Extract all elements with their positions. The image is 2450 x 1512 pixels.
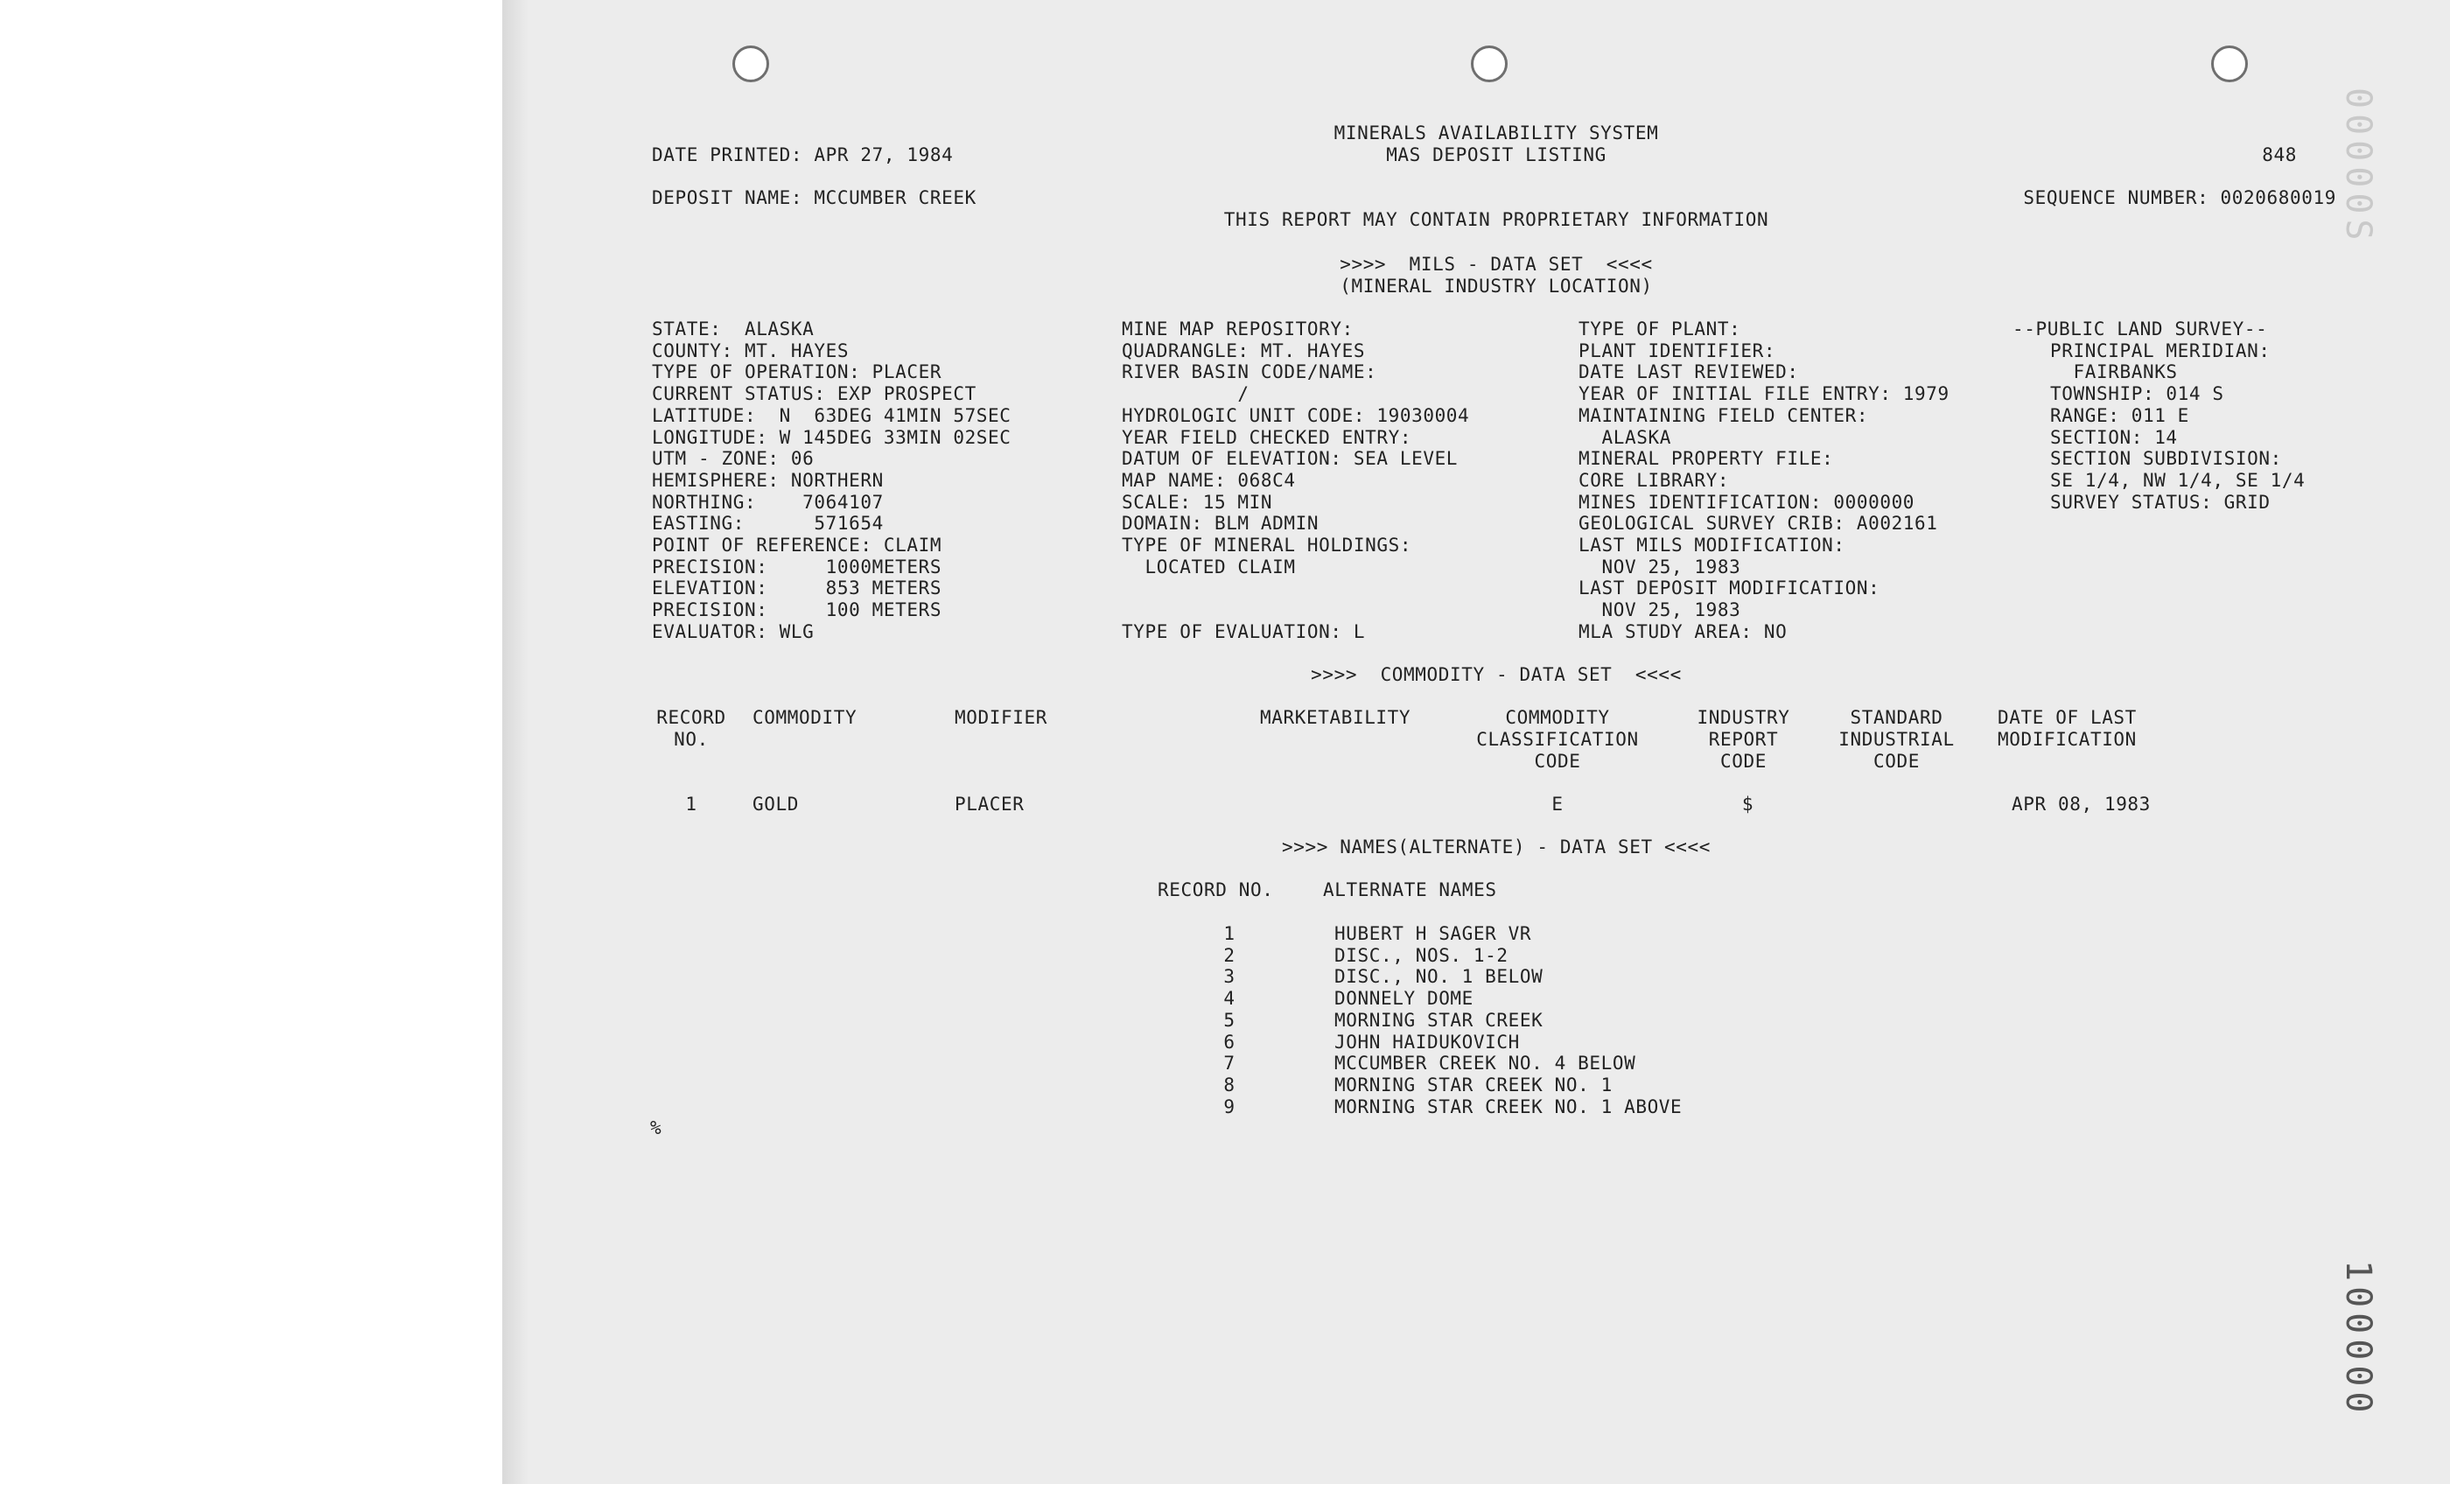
commodity-record-no: 1 <box>685 794 697 815</box>
col-header-record-no: NO. <box>674 729 709 750</box>
punch-hole-left <box>732 46 769 82</box>
mils-location-line: TYPE OF OPERATION: PLACER <box>652 361 942 383</box>
mils-subheading: (MINERAL INDUSTRY LOCATION) <box>1340 276 1653 297</box>
mils-record-line: LAST MILS MODIFICATION: <box>1578 535 1845 556</box>
mils-location-line: UTM - ZONE: 06 <box>652 448 815 470</box>
commodity-industry-code: $ <box>1741 794 1754 815</box>
names-col-alternate-names: ALTERNATE NAMES <box>1323 879 1497 900</box>
mils-location-line: COUNTY: MT. HAYES <box>652 340 850 361</box>
mils-record-line: NOV 25, 1983 <box>1578 599 1741 621</box>
mils-record-line: TYPE OF PLANT: <box>1578 318 1741 340</box>
mils-location-line: ELEVATION: 853 METERS <box>652 578 942 599</box>
col-header-modifier: MODIFIER <box>955 707 1047 728</box>
page-number: 848 <box>2262 144 2297 165</box>
mils-land-survey-line: FAIRBANKS <box>2050 361 2178 383</box>
alternate-name: DONNELY DOME <box>1334 988 1474 1010</box>
punch-hole-right <box>2211 46 2248 82</box>
public-land-survey-title: --PUBLIC LAND SURVEY-- <box>2012 318 2268 340</box>
mils-land-survey-line: SECTION SUBDIVISION: <box>2050 448 2282 470</box>
mils-location-line: LATITUDE: N 63DEG 41MIN 57SEC <box>652 404 1012 426</box>
alternate-name: HUBERT H SAGER VR <box>1334 923 1532 944</box>
alternate-name-record-no: 8 <box>1223 1074 1236 1096</box>
col-header-industry-2: REPORT <box>1708 729 1779 750</box>
mils-reference-line: DOMAIN: BLM ADMIN <box>1122 513 1320 535</box>
mils-record-line: MAINTAINING FIELD CENTER: <box>1578 404 1869 426</box>
mils-record-line: MINERAL PROPERTY FILE: <box>1578 448 1834 470</box>
commodity-classification-code: E <box>1551 794 1564 815</box>
page-stamp-number: 100000 <box>2338 1260 2378 1418</box>
mils-land-survey-line: TOWNSHIP: 014 S <box>2050 383 2224 405</box>
mils-land-survey-line: PRINCIPAL MERIDIAN: <box>2050 340 2271 361</box>
alternate-name-record-no: 1 <box>1223 923 1236 944</box>
mils-record-line: YEAR OF INITIAL FILE ENTRY: 1979 <box>1578 383 1950 405</box>
alternate-name-record-no: 6 <box>1223 1031 1236 1053</box>
mils-location-line: CURRENT STATUS: EXP PROSPECT <box>652 383 976 405</box>
alternate-name: MORNING STAR CREEK NO. 1 <box>1334 1074 1613 1096</box>
col-header-classification-2: CLASSIFICATION <box>1476 729 1639 750</box>
report-title: MAS DEPOSIT LISTING <box>1386 144 1606 165</box>
col-header-date-1: DATE OF LAST <box>1998 707 2137 728</box>
mils-reference-line: / <box>1122 383 1250 405</box>
mils-reference-line: YEAR FIELD CHECKED ENTRY: <box>1122 426 1412 448</box>
date-printed: DATE PRINTED: APR 27, 1984 <box>652 144 954 165</box>
alternate-name-record-no: 5 <box>1223 1009 1236 1031</box>
mils-location-line: POINT OF REFERENCE: CLAIM <box>652 535 942 556</box>
proprietary-notice: THIS REPORT MAY CONTAIN PROPRIETARY INFORMATION <box>1223 209 1769 230</box>
commodity-modifier: PLACER <box>955 794 1025 815</box>
deposit-name: DEPOSIT NAME: MCCUMBER CREEK <box>652 187 976 208</box>
commodity-name: GOLD <box>752 794 799 815</box>
mils-record-line: DATE LAST REVIEWED: <box>1578 361 1799 383</box>
mils-land-survey-line: RANGE: 011 E <box>2050 404 2189 426</box>
alternate-name: DISC., NO. 1 BELOW <box>1334 966 1544 988</box>
page-stamp-faint: 00000S <box>2338 88 2378 246</box>
mils-location-line: HEMISPHERE: NORTHERN <box>652 469 884 491</box>
page-edge-shadow <box>502 0 528 1488</box>
mils-reference-line: TYPE OF EVALUATION: L <box>1122 620 1366 642</box>
commodity-modification-date: APR 08, 1983 <box>2012 794 2151 815</box>
mils-land-survey-line: SE 1/4, NW 1/4, SE 1/4 <box>2050 469 2306 491</box>
system-title: MINERALS AVAILABILITY SYSTEM <box>1334 122 1659 144</box>
mils-heading: >>>> MILS - DATA SET <<<< <box>1340 254 1653 275</box>
mils-reference-line: MINE MAP REPOSITORY: <box>1122 318 1354 340</box>
mils-location-line: LONGITUDE: W 145DEG 33MIN 02SEC <box>652 426 1012 448</box>
alternate-name-record-no: 7 <box>1223 1053 1236 1074</box>
page-bottom-margin <box>502 1484 2450 1512</box>
alternate-name: DISC., NOS. 1-2 <box>1334 944 1508 966</box>
punch-hole-center <box>1471 46 1508 82</box>
mils-reference-line: QUADRANGLE: MT. HAYES <box>1122 340 1366 361</box>
mils-location-line: STATE: ALASKA <box>652 318 815 340</box>
mils-record-line: LAST DEPOSIT MODIFICATION: <box>1578 578 1880 599</box>
col-header-marketability: MARKETABILITY <box>1260 707 1411 728</box>
col-header-industry-3: CODE <box>1720 751 1767 772</box>
col-header-industry-1: INDUSTRY <box>1697 707 1790 728</box>
mils-land-survey-line: SURVEY STATUS: GRID <box>2050 491 2271 513</box>
col-header-record: RECORD <box>656 707 726 728</box>
mils-location-line: EVALUATOR: WLG <box>652 620 815 642</box>
mils-reference-line: LOCATED CLAIM <box>1122 556 1296 578</box>
col-header-standard-1: STANDARD <box>1850 707 1943 728</box>
col-header-standard-2: INDUSTRIAL <box>1838 729 1955 750</box>
alternate-name-record-no: 2 <box>1223 944 1236 966</box>
mils-record-line: NOV 25, 1983 <box>1578 556 1741 578</box>
mils-reference-line: MAP NAME: 068C4 <box>1122 469 1296 491</box>
alternate-name: JOHN HAIDUKOVICH <box>1334 1031 1520 1053</box>
mils-land-survey-line: SECTION: 14 <box>2050 426 2178 448</box>
mils-record-line: ALASKA <box>1578 426 1671 448</box>
mils-location-line: NORTHING: 7064107 <box>652 491 884 513</box>
col-header-standard-3: CODE <box>1873 751 1920 772</box>
mils-location-line: PRECISION: 1000METERS <box>652 556 942 578</box>
mils-reference-line: TYPE OF MINERAL HOLDINGS: <box>1122 535 1412 556</box>
mils-record-line: CORE LIBRARY: <box>1578 469 1730 491</box>
col-header-date-2: MODIFICATION <box>1998 729 2137 750</box>
col-header-classification-3: CODE <box>1534 751 1581 772</box>
names-heading: >>>> NAMES(ALTERNATE) - DATA SET <<<< <box>1282 836 1711 858</box>
mils-reference-line: RIVER BASIN CODE/NAME: <box>1122 361 1377 383</box>
mils-record-line: MINES IDENTIFICATION: 0000000 <box>1578 491 1915 513</box>
sequence-number: SEQUENCE NUMBER: 0020680019 <box>2023 187 2336 208</box>
names-col-record-no: RECORD NO. <box>1158 879 1274 900</box>
footer-mark: % <box>650 1117 662 1138</box>
mils-reference-line: SCALE: 15 MIN <box>1122 491 1273 513</box>
alternate-name-record-no: 9 <box>1223 1096 1236 1117</box>
mils-location-line: EASTING: 571654 <box>652 513 884 535</box>
mils-record-line: GEOLOGICAL SURVEY CRIB: A002161 <box>1578 513 1938 535</box>
col-header-classification-1: COMMODITY <box>1505 707 1610 728</box>
alternate-name-record-no: 3 <box>1223 966 1236 988</box>
alternate-name: MORNING STAR CREEK <box>1334 1009 1544 1031</box>
mils-record-line: MLA STUDY AREA: NO <box>1578 620 1788 642</box>
alternate-name: MCCUMBER CREEK NO. 4 BELOW <box>1334 1053 1636 1074</box>
alternate-name: MORNING STAR CREEK NO. 1 ABOVE <box>1334 1096 1683 1117</box>
col-header-commodity: COMMODITY <box>752 707 858 728</box>
mils-reference-line: DATUM OF ELEVATION: SEA LEVEL <box>1122 448 1459 470</box>
mils-record-line: PLANT IDENTIFIER: <box>1578 340 1776 361</box>
mils-location-line: PRECISION: 100 METERS <box>652 599 942 621</box>
alternate-name-record-no: 4 <box>1223 988 1236 1010</box>
mils-reference-line: HYDROLOGIC UNIT CODE: 19030004 <box>1122 404 1470 426</box>
commodity-heading: >>>> COMMODITY - DATA SET <<<< <box>1311 664 1682 685</box>
